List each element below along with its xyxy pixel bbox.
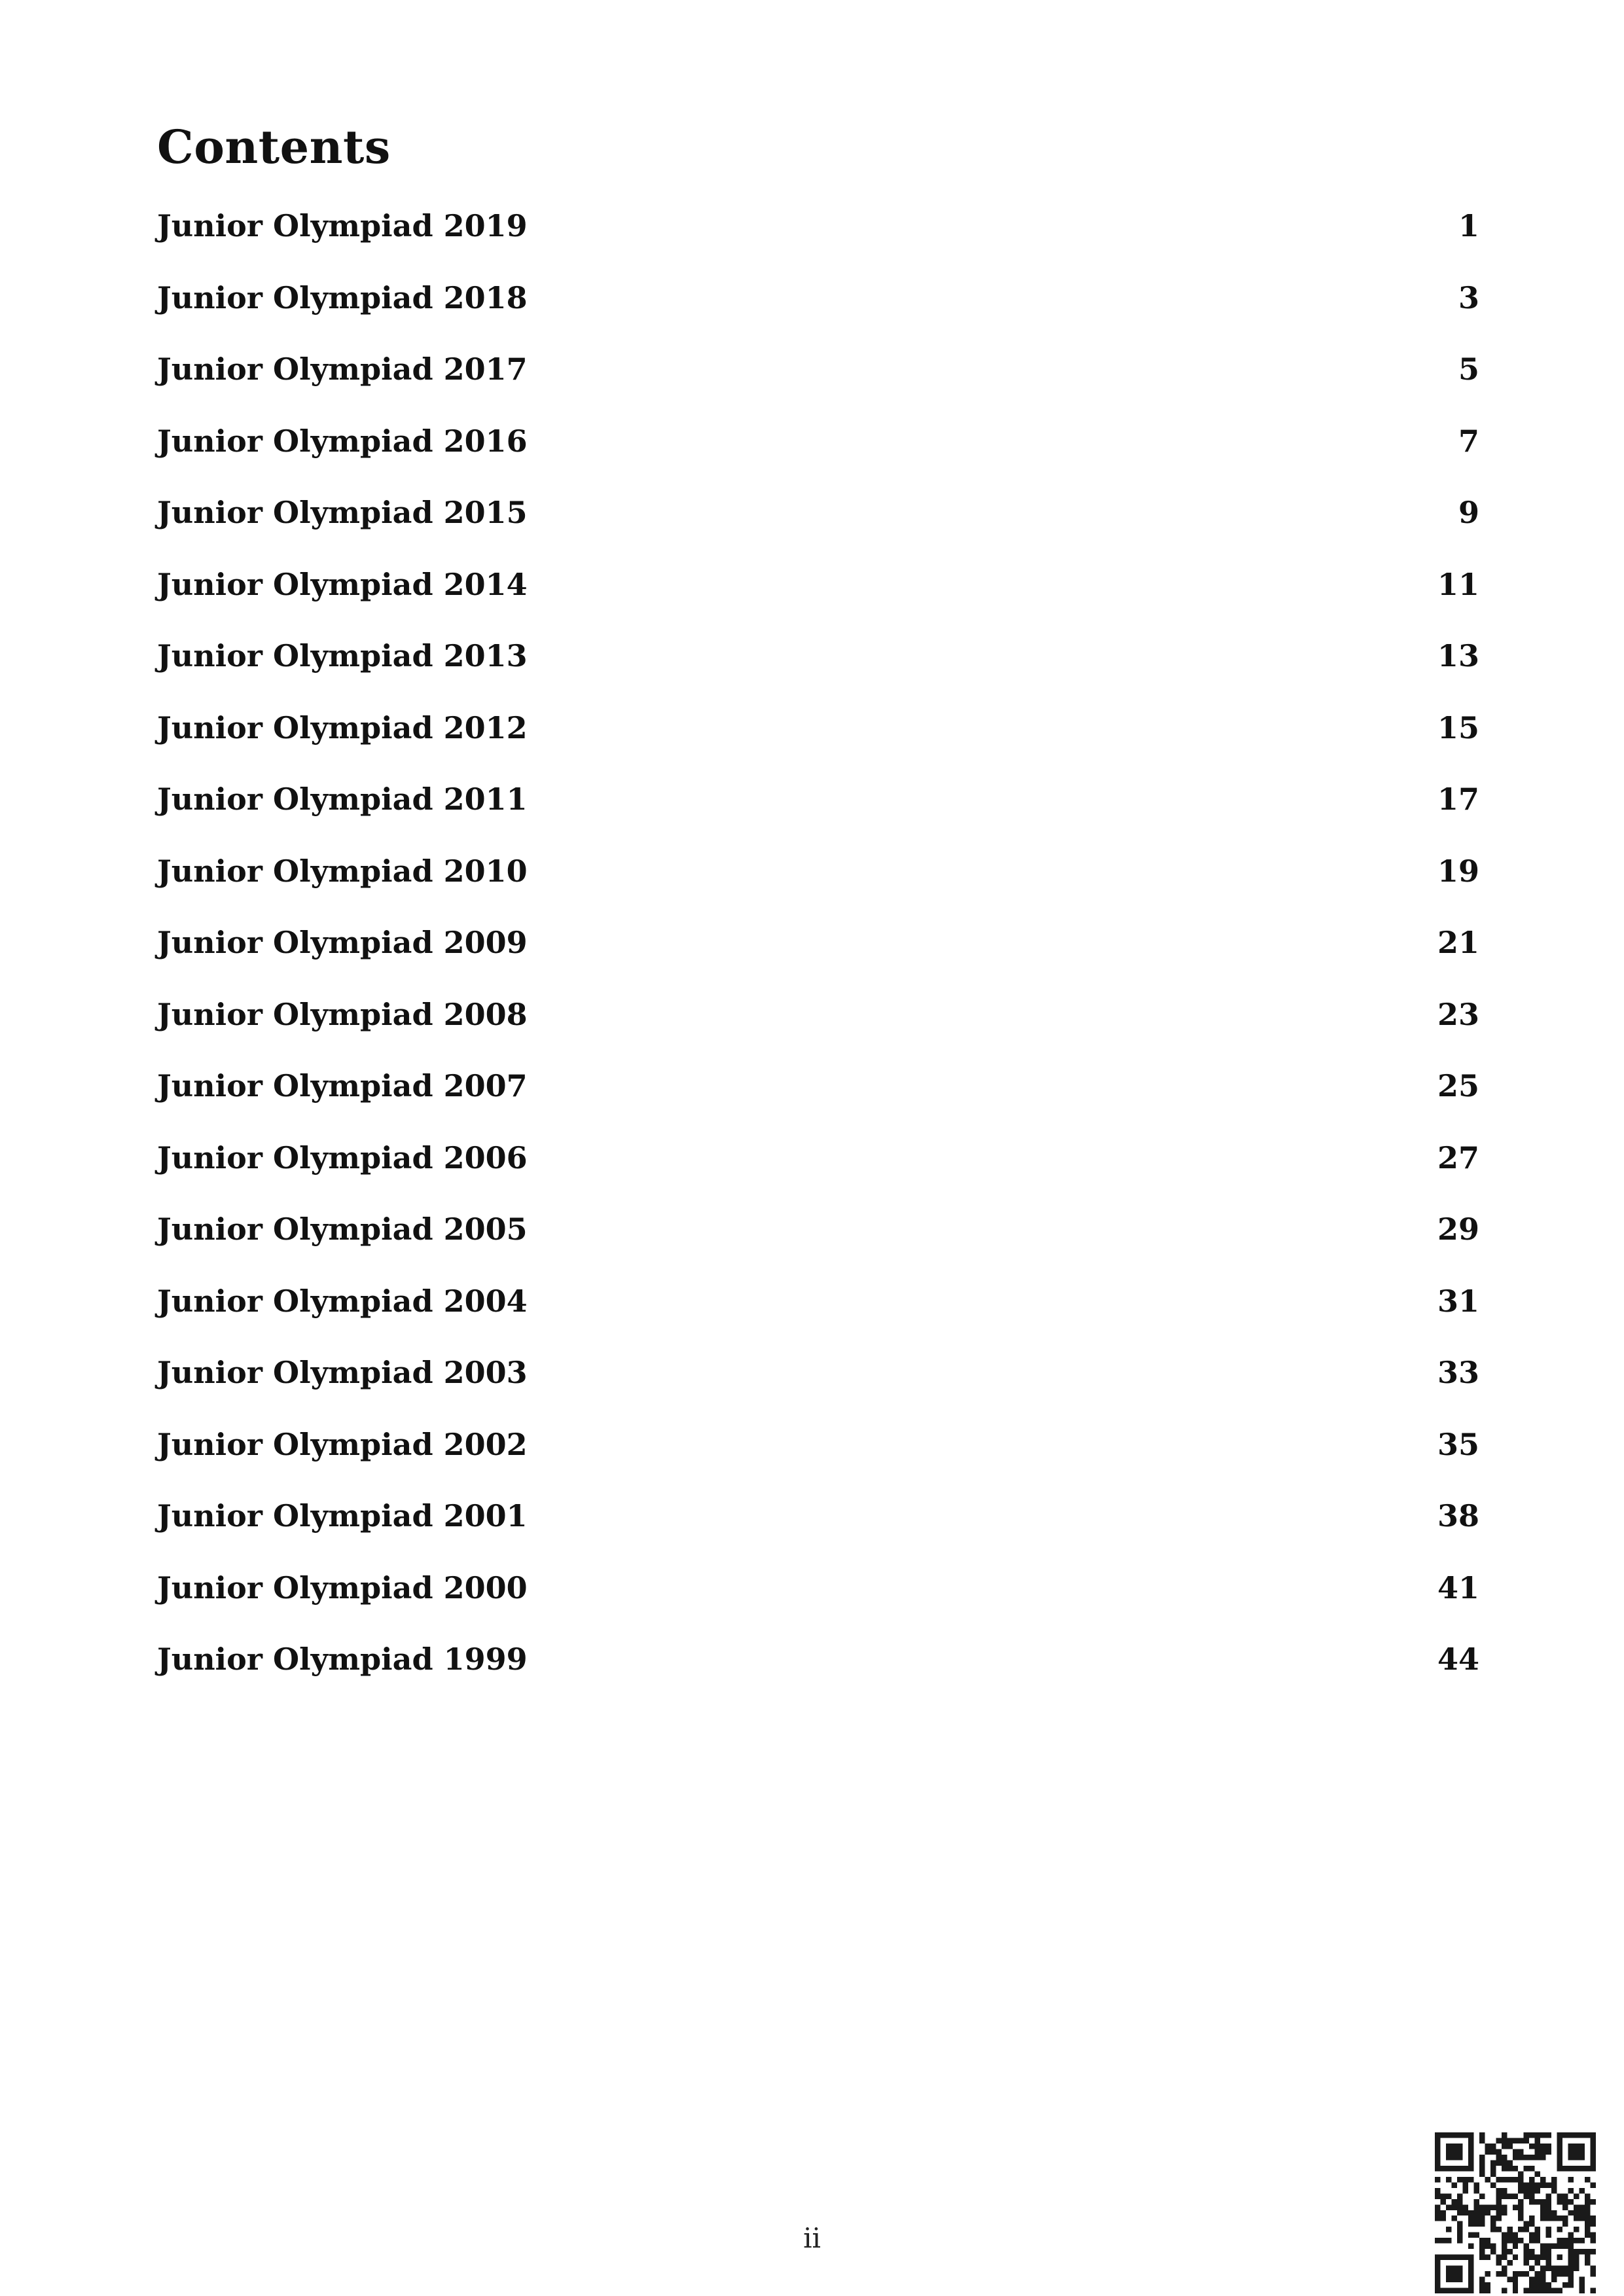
toc-entry-page: 19 — [1437, 853, 1479, 889]
toc-entry-title: Junior Olympiad 1999 — [157, 1641, 528, 1677]
toc-entry[interactable] — [157, 638, 1479, 713]
toc-entry-page: 1 — [1458, 208, 1479, 243]
toc-entry-page: 9 — [1458, 495, 1479, 530]
toc-entry[interactable] — [157, 1570, 1479, 1645]
toc-entry-title: Junior Olympiad 2016 — [157, 423, 528, 459]
toc-entry-page: 31 — [1437, 1283, 1479, 1319]
toc-entry[interactable] — [157, 208, 1479, 283]
toc-entry-page: 23 — [1437, 996, 1479, 1032]
toc-entry-title: Junior Olympiad 2013 — [157, 638, 528, 673]
toc-entry-page: 13 — [1437, 638, 1479, 673]
toc-entry-page: 17 — [1437, 781, 1479, 817]
toc-entry-title: Junior Olympiad 2011 — [157, 781, 528, 817]
toc-entry-page: 38 — [1437, 1498, 1479, 1534]
toc-entry[interactable] — [157, 423, 1479, 498]
toc-entry[interactable] — [157, 1139, 1479, 1215]
toc-entry-page: 27 — [1437, 1139, 1479, 1175]
toc-entry[interactable] — [157, 1283, 1479, 1358]
toc-entry-title: Junior Olympiad 2017 — [157, 351, 528, 387]
toc-entry[interactable] — [157, 996, 1479, 1071]
toc-entry-title: Junior Olympiad 2003 — [157, 1355, 528, 1390]
toc-entry-page: 29 — [1437, 1211, 1479, 1247]
qr-code-icon — [1435, 2132, 1596, 2293]
toc-entry-title: Junior Olympiad 2014 — [157, 566, 528, 602]
toc-entry[interactable] — [157, 927, 1479, 999]
toc-entry-page: 5 — [1458, 351, 1479, 387]
contents-heading: Contents — [157, 120, 391, 174]
toc-entry-title: Junior Olympiad 2018 — [157, 279, 528, 315]
toc-entry-title: Junior Olympiad 2002 — [157, 1426, 528, 1462]
toc-entry[interactable] — [157, 853, 1479, 928]
toc-entry-page: 44 — [1437, 1641, 1479, 1677]
toc-entry-title: Junior Olympiad 2012 — [157, 709, 528, 745]
toc-entry[interactable] — [157, 1357, 1479, 1429]
toc-entry-title: Junior Olympiad 2015 — [157, 495, 528, 530]
toc-entry[interactable] — [157, 279, 1479, 355]
toc-entry-title: Junior Olympiad 2007 — [157, 1068, 528, 1103]
toc-entry[interactable] — [157, 1211, 1479, 1286]
toc-entry[interactable] — [157, 351, 1479, 426]
toc-entry-page: 25 — [1437, 1068, 1479, 1103]
toc-entry[interactable] — [157, 566, 1479, 641]
toc-list — [157, 208, 1479, 1716]
toc-entry-title: Junior Olympiad 2000 — [157, 1570, 528, 1605]
toc-entry[interactable] — [157, 1068, 1479, 1143]
toc-entry-title: Junior Olympiad 2009 — [157, 925, 528, 960]
toc-entry-page: 3 — [1458, 279, 1479, 315]
toc-entry[interactable] — [157, 497, 1479, 569]
toc-entry-title: Junior Olympiad 2004 — [157, 1283, 528, 1319]
toc-entry-title: Junior Olympiad 2001 — [157, 1498, 528, 1534]
toc-entry[interactable] — [157, 709, 1479, 785]
page-number: ii — [803, 2222, 821, 2254]
toc-entry-title: Junior Olympiad 2010 — [157, 853, 528, 889]
toc-entry-title: Junior Olympiad 2019 — [157, 208, 528, 243]
toc-entry-page: 11 — [1437, 566, 1479, 602]
toc-entry-title: Junior Olympiad 2005 — [157, 1211, 528, 1247]
toc-entry-page: 7 — [1458, 423, 1479, 459]
toc-entry-page: 21 — [1437, 925, 1479, 960]
toc-entry[interactable] — [157, 781, 1479, 856]
toc-entry[interactable] — [157, 1498, 1479, 1573]
toc-entry-title: Junior Olympiad 2008 — [157, 996, 528, 1032]
toc-entry-page: 35 — [1437, 1426, 1479, 1462]
toc-entry-page: 33 — [1437, 1355, 1479, 1390]
toc-entry[interactable] — [157, 1641, 1479, 1716]
toc-entry-title: Junior Olympiad 2006 — [157, 1139, 528, 1175]
toc-entry-page: 15 — [1437, 709, 1479, 745]
toc-entry[interactable] — [157, 1426, 1479, 1501]
toc-entry-page: 41 — [1437, 1570, 1479, 1605]
